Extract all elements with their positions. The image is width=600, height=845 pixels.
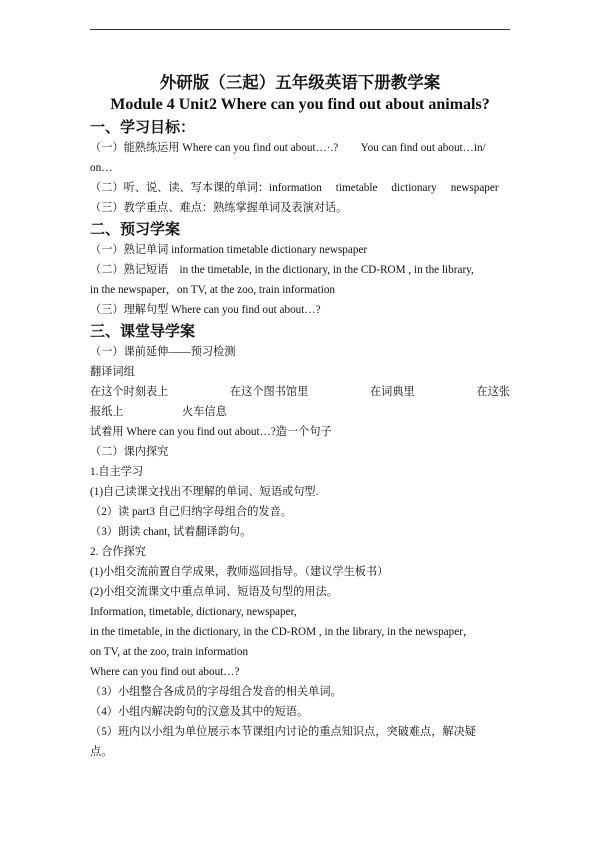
coop-1: (1)小组交流前置自学成果，教师巡回指导。（建议学生板书） [90,566,389,578]
coop-2: (2)小组交流课文中重点单词、短语及句型的用法。 [90,586,338,598]
preview-2-cont: in the newspaper，on TV, at the zoo, train information [90,284,336,296]
objective-1-cont: on… [90,162,113,174]
phrase-item: 火车信息 [182,406,227,418]
coop-5-cont: 点。 [90,746,113,758]
preview-1: （一）熟记单词 information timetable dictionary newspaper [90,244,368,256]
phrase-item: 在这个图书馆里 [229,386,309,398]
translate-label: 翻译词组 [90,366,135,378]
self-study-3: （3）朗读 chant, 试着翻译韵句。 [90,526,252,538]
coop-phrases-cont: on TV, at the zoo, train information [90,646,249,658]
self-study-2: （2）读 part3 自己归纳字母组合的发音。 [90,506,292,518]
coop-heading: 2. 合作探究 [90,546,146,558]
coop-sentence: Where can you find out about…? [90,666,240,678]
objective-3: （三）教学重点、难点：熟练掌握单词及表演对话。 [90,202,348,214]
document-title: 外研版（三起）五年级英语下册教学案 [159,73,441,92]
classroom-sub-2: （二）课内探究 [90,446,169,458]
translate-row-1 [90,382,510,402]
coop-phrases: in the timetable, in the dictionary, in the CD-ROM , in the library, in the newspaper， [90,626,475,638]
preview-2: （二）熟记短语 in the timetable, in the dictionary, in the CD-ROM , in the library, [90,264,474,276]
coop-words: Information, timetable, dictionary, newspaper, [90,606,297,618]
coop-4: （4）小组内解决韵句的汉意及其中的短语。 [90,706,309,718]
objective-1: （一）能熟练运用 Where can you find out about…·.? You can find out about…in/ [90,142,486,154]
section-heading-objectives: 一、学习目标： [90,118,196,136]
self-study-1: (1)自己读课文找出不理解的单词、短语或句型. [90,486,319,498]
phrase-item: 在这个时刻表上 [90,386,169,398]
section-heading-classroom: 三、课堂导学案 [90,322,196,340]
phrase-item: 报纸上 [90,406,124,418]
section-heading-preview: 二、预习学案 [90,220,181,238]
document-subtitle: Module 4 Unit2 Where can you find out about animals? [110,96,490,113]
coop-5: （5）班内以小组为单位展示本节课组内讨论的重点知识点，突破难点，解决疑 [90,726,476,738]
objective-2: （二）听、说、读、写本课的单词：information timetable dictionary newspaper [90,182,499,194]
phrase-item: 在这张 [476,386,510,398]
classroom-sub-1: （一）课前延伸——预习检测 [90,346,236,358]
self-study-heading: 1.自主学习 [90,466,144,478]
sentence-task: 试着用 Where can you find out about…?造一个句子 [90,426,332,438]
preview-3: （三）理解句型 Where can you find out about…? [90,304,321,316]
translate-row-2 [90,402,510,422]
coop-3: （3）小组整合各成员的字母组合发音的相关单词。 [90,686,342,698]
phrase-item: 在词典里 [369,386,415,398]
header-rule [90,29,510,30]
document-body [90,72,510,762]
